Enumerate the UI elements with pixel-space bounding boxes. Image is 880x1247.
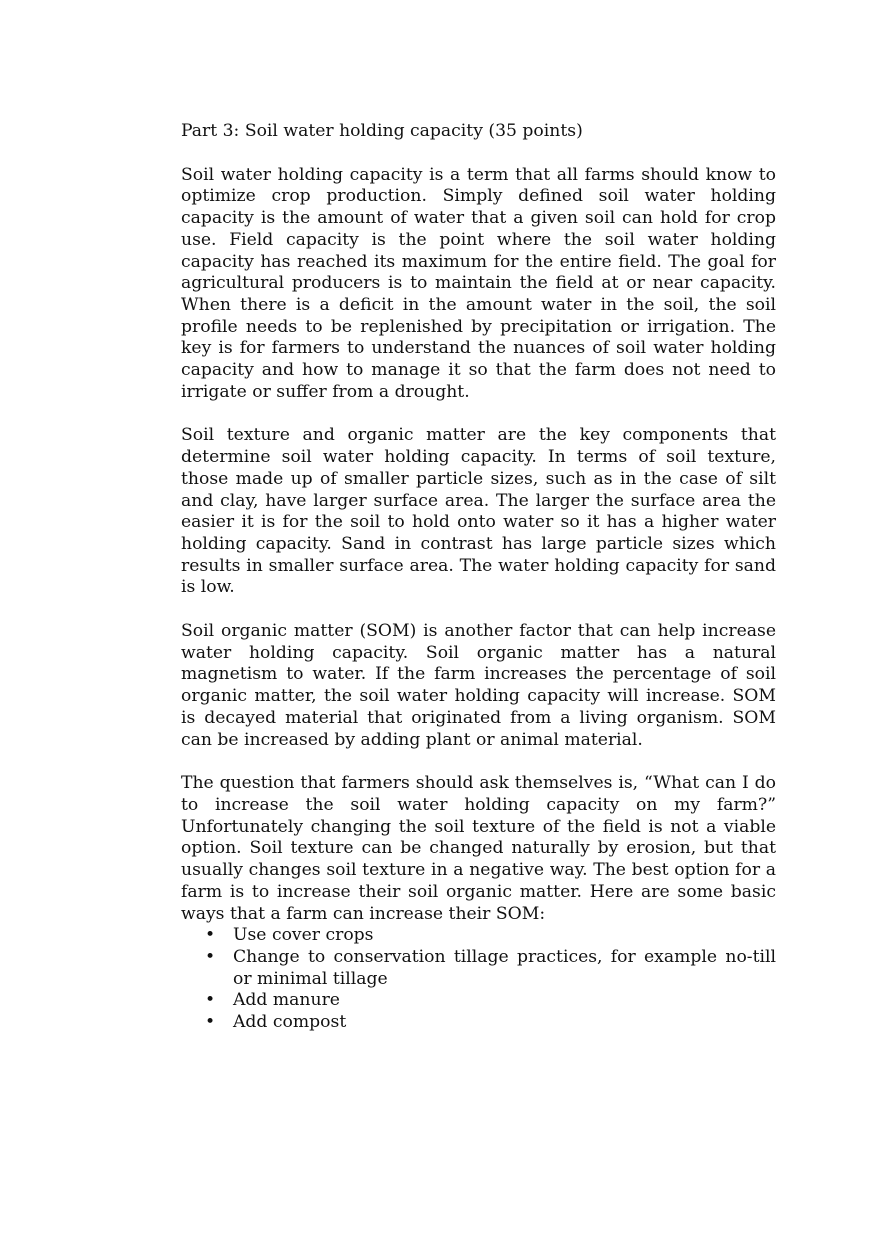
paragraph-intro: Soil water holding capacity is a term that all farms should know to optimize crop production. Simply defined soil water holding capacity is the amount of water that a given soil can hold for crop use. Field capacity is the point where the soil water holding capacity has reached its maximum for the entire field. The goal for agricultural producers is to maintain the field at or near capacity. When there is a deficit in the amount water in the soil, the soil profile needs to be replenished by precipitation or irrigation. The key is for farmers to understand the nuances of soil water holding capacity and how to manage it so that the farm does not need to irrigate or suffer from a drought.	[181, 164, 776, 402]
list-item	[181, 990, 776, 1012]
bullet-icon: •	[205, 925, 216, 946]
som-methods-list	[181, 925, 776, 1034]
list-item	[181, 947, 776, 990]
paragraph-soil-texture: Soil texture and organic matter are the key components that determine soil water holding capacity. In terms of soil texture, those made up of smaller particle sizes, such as in the case of silt and clay, have larger surface area. The larger the surface area the easier it is for the soil to hold onto water so it has a higher water holding capacity. Sand in contrast has large particle sizes which results in smaller surface area. The water holding capacity for sand is low.	[181, 425, 776, 598]
list-item	[181, 925, 776, 947]
bullet-icon: •	[205, 1012, 216, 1033]
document-page	[181, 121, 776, 1034]
bullet-icon: •	[205, 990, 216, 1011]
list-item-text: Change to conservation tillage practices, for example no-till or minimal tillage	[233, 946, 776, 989]
list-item-text: Add manure	[233, 990, 340, 1011]
paragraph-question: The question that farmers should ask themselves is, “What can I do to increase the soil water holding capacity on my farm?” Unfortunately changing the soil texture of the field is not a viable option. Soil texture can be changed naturally by erosion, but that usually changes soil texture in a negative way. The best option for a farm is to increase their soil organic matter. Here are some basic ways that a farm can increase their SOM:	[181, 773, 776, 924]
paragraph-organic-matter: Soil organic matter (SOM) is another factor that can help increase water holding capacity. Soil organic matter has a natural magnetism to water. If the farm increases the percentage of soil organic matter, the soil water holding capacity will increase. SOM is decayed material that originated from a living organism. SOM can be increased by adding plant or animal material.	[181, 621, 776, 750]
list-item-text: Use cover crops	[233, 925, 374, 946]
section-heading: Part 3: Soil water holding capacity (35 points)	[181, 121, 583, 141]
list-item-text: Add compost	[233, 1012, 347, 1033]
list-item	[181, 1012, 776, 1034]
bullet-icon: •	[205, 946, 216, 967]
